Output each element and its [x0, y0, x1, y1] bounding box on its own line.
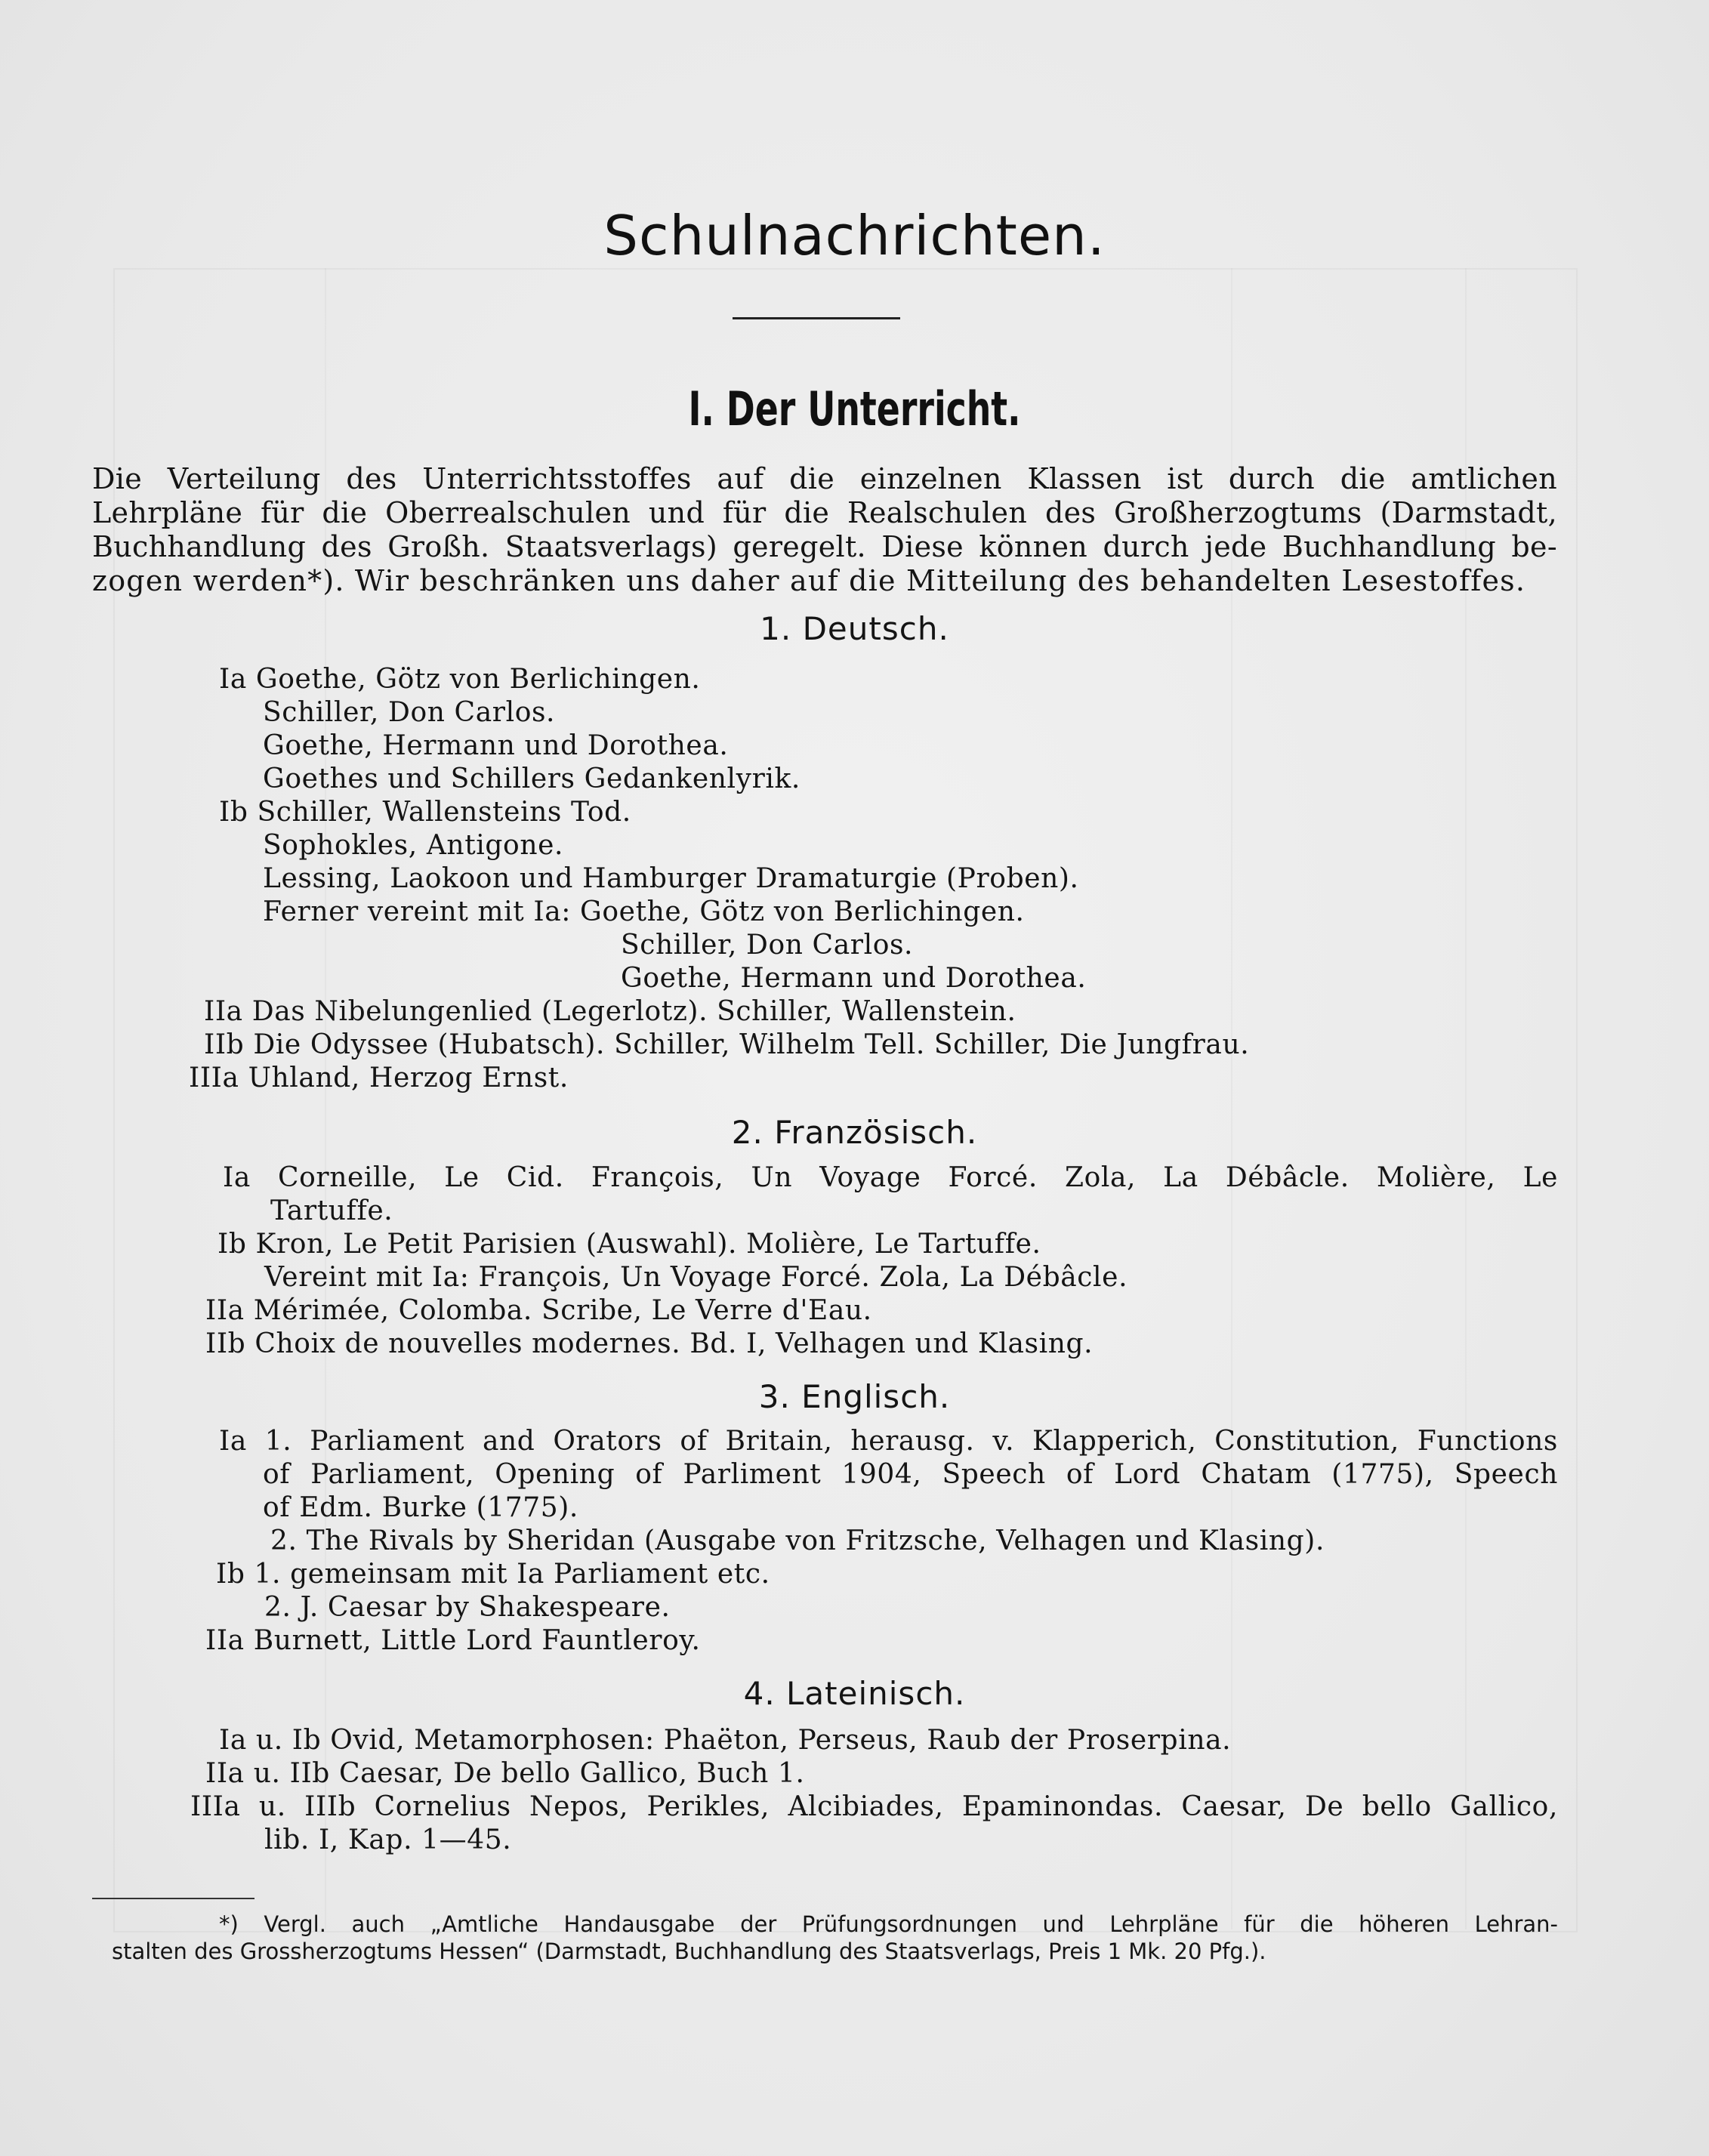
englisch-line: 2. J. Caesar by Shakespeare. [264, 1592, 671, 1623]
franzoesisch-line: Tartuffe. [270, 1195, 393, 1226]
heading-lateinisch: 4. Lateinisch. [743, 1675, 966, 1712]
intro-line: Die Verteilung des Unterrichtsstoffes auf die einzelnen Klassen ist durch die amtlichen [92, 462, 1557, 495]
footnote-line: stalten des Grossherzogtums Hessen“ (Darmstadt, Buchhandlung des Staatsverlags, Preis 1 Mk. 20 Pfg.). [112, 1939, 1266, 1964]
section-title: I. Der Unterricht. [688, 381, 1021, 436]
page-title: Schulnachrichten. [603, 204, 1106, 267]
deutsch-line: Ia Goethe, Götz von Berlichingen. [219, 664, 701, 695]
title-divider [733, 317, 900, 319]
heading-englisch: 3. Englisch. [758, 1378, 951, 1415]
franzoesisch-line: Ib Kron, Le Petit Parisien (Auswahl). Molière, Le Tartuffe. [217, 1229, 1041, 1260]
deutsch-line: IIIa Uhland, Herzog Ernst. [189, 1063, 569, 1093]
englisch-line: Ib 1. gemeinsam mit Ia Parliament etc. [216, 1559, 770, 1590]
englisch-line: of Edm. Burke (1775). [263, 1492, 578, 1523]
franzoesisch-line: Vereint mit Ia: François, Un Voyage Forcé. Zola, La Débâcle. [264, 1262, 1128, 1293]
deutsch-line: Ferner vereint mit Ia: Goethe, Götz von Berlichingen. [263, 896, 1025, 927]
franzoesisch-line: Ia Corneille, Le Cid. François, Un Voyage Forcé. Zola, La Débâcle. Molière, Le [223, 1162, 1558, 1193]
intro-line: Lehrpläne für die Oberrealschulen und für die Realschulen des Großherzogtums (Darmstadt, [92, 496, 1557, 529]
intro-line: Buchhandlung des Großh. Staatsverlags) geregelt. Diese können durch jede Buchhandlung be- [92, 530, 1557, 563]
franzoesisch-line: IIb Choix de nouvelles modernes. Bd. I, Velhagen und Klasing. [205, 1328, 1094, 1359]
intro-line: zogen werden*). Wir beschränken uns daher auf die Mitteilung des behandelten Lesestoffes. [92, 564, 1526, 597]
heading-deutsch: 1. Deutsch. [760, 610, 949, 647]
deutsch-line: Goethe, Hermann und Dorothea. [621, 963, 1087, 994]
lateinisch-line: lib. I, Kap. 1—45. [264, 1824, 512, 1855]
deutsch-line: Schiller, Don Carlos. [621, 930, 914, 961]
lateinisch-line: Ia u. Ib Ovid, Metamorphosen: Phaëton, Perseus, Raub der Proserpina. [219, 1725, 1232, 1756]
deutsch-line: IIa Das Nibelungenlied (Legerlotz). Schiller, Wallenstein. [204, 996, 1016, 1027]
footnote-line: *) Vergl. auch „Amtliche Handausgabe der Prüfungsordnungen und Lehrpläne für die höheren Lehran- [219, 1911, 1558, 1937]
deutsch-line: Lessing, Laokoon und Hamburger Dramaturgie (Proben). [263, 863, 1079, 894]
lateinisch-line: IIa u. IIb Caesar, De bello Gallico, Buch 1. [205, 1758, 805, 1789]
footnote-divider [92, 1898, 254, 1899]
deutsch-line: IIb Die Odyssee (Hubatsch). Schiller, Wilhelm Tell. Schiller, Die Jungfrau. [204, 1029, 1250, 1060]
englisch-line: of Parliament, Opening of Parliment 1904, Speech of Lord Chatam (1775), Speech [263, 1459, 1558, 1490]
lateinisch-line: IIIa u. IIIb Cornelius Nepos, Perikles, Alcibiades, Epaminondas. Caesar, De bello Gallico, [190, 1791, 1558, 1822]
englisch-line: Ia 1. Parliament and Orators of Britain, herausg. v. Klapperich, Constitution, Functions [219, 1426, 1558, 1457]
deutsch-line: Schiller, Don Carlos. [263, 697, 556, 728]
deutsch-line: Goethe, Hermann und Dorothea. [263, 730, 729, 761]
deutsch-line: Sophokles, Antigone. [263, 830, 564, 861]
franzoesisch-line: IIa Mérimée, Colomba. Scribe, Le Verre d'Eau. [205, 1295, 872, 1326]
deutsch-line: Goethes und Schillers Gedankenlyrik. [263, 763, 801, 794]
heading-franzoesisch: 2. Französisch. [731, 1114, 978, 1151]
deutsch-line: Ib Schiller, Wallensteins Tod. [219, 797, 631, 828]
englisch-line: IIa Burnett, Little Lord Fauntleroy. [205, 1625, 701, 1656]
englisch-line: 2. The Rivals by Sheridan (Ausgabe von Fritzsche, Velhagen und Klasing). [270, 1525, 1325, 1556]
